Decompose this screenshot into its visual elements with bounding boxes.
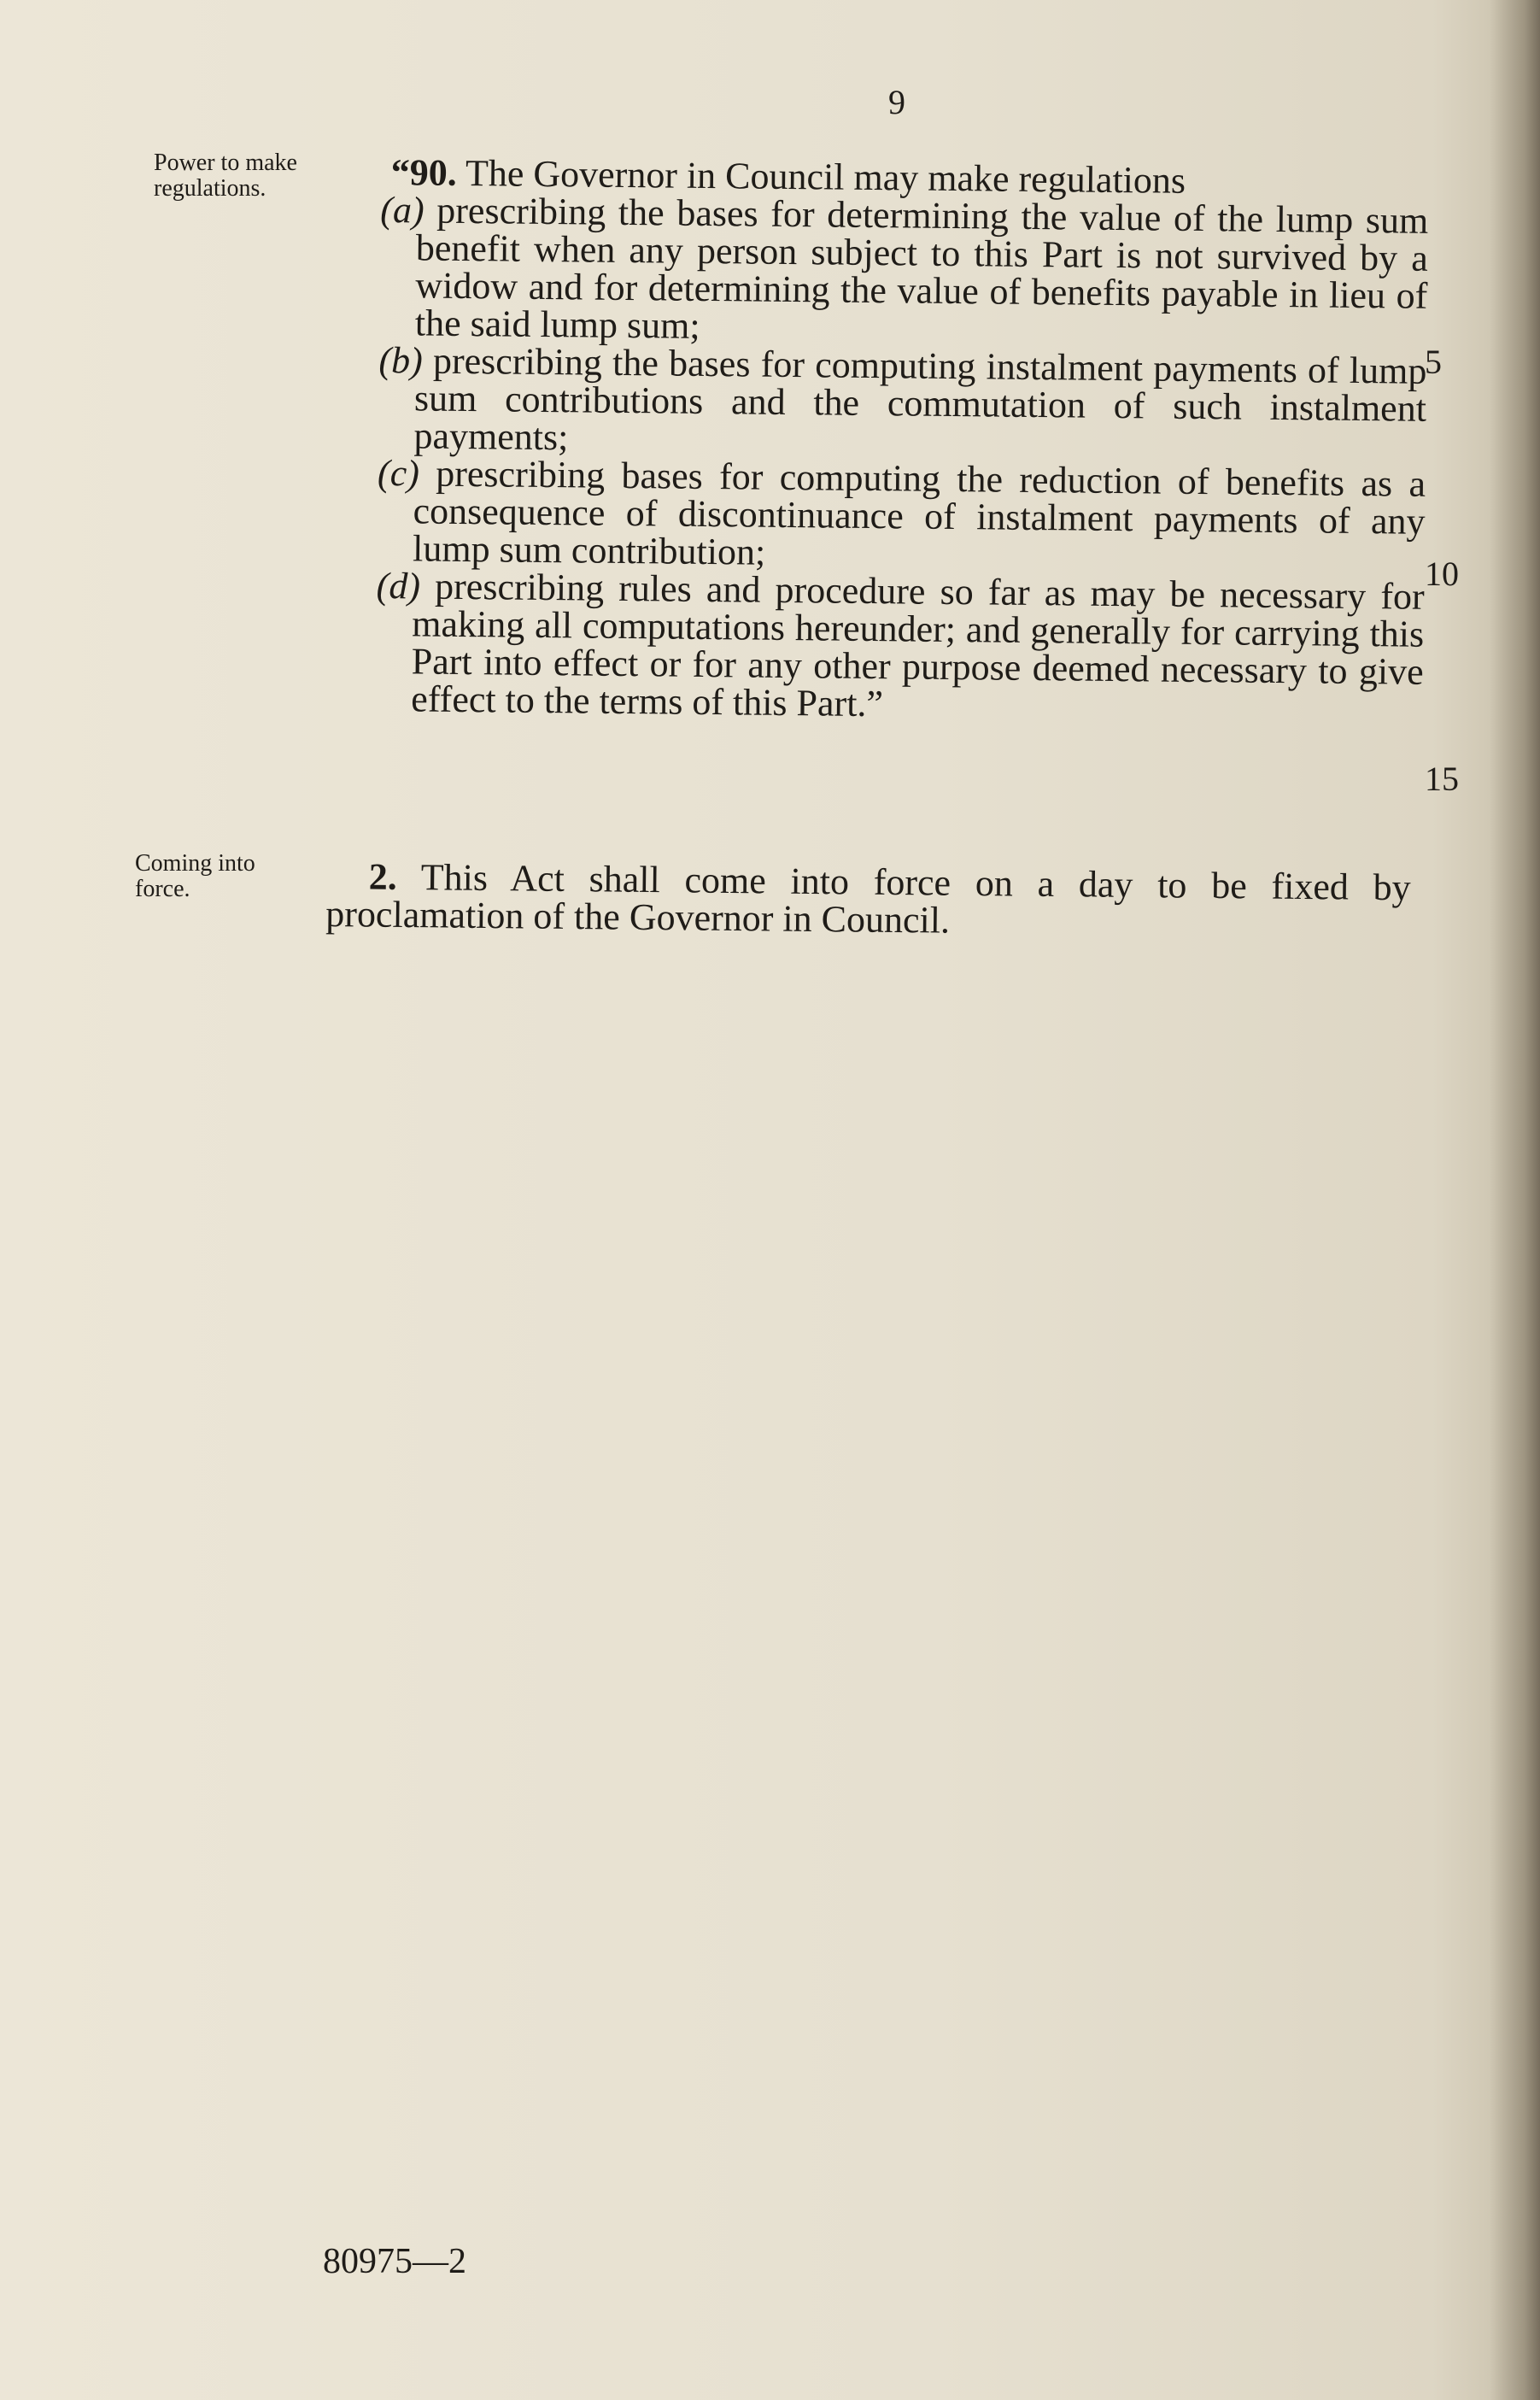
clause-label: (a) bbox=[380, 188, 425, 232]
section-90-intro-text: The Governor in Council may make regulations bbox=[465, 152, 1186, 202]
clause-c bbox=[377, 451, 1426, 578]
clause-label: (d) bbox=[376, 564, 421, 607]
clause-b bbox=[378, 338, 1427, 465]
section-90 bbox=[376, 151, 1429, 729]
line-number-15: 15 bbox=[1425, 760, 1459, 798]
clause-text: prescribing rules and procedure so far as may be necessary for making all computations hereunder; and generally for carrying this Part into effect or for any other purpose deemed necessary to give effect to the terms of this Part.” bbox=[411, 565, 1425, 725]
print-code: 80975—2 bbox=[323, 2242, 466, 2281]
margin-note-power: Power to make regulations. bbox=[154, 150, 297, 202]
clause-d bbox=[376, 564, 1425, 728]
section-2-body: This Act shall come into force on a day to be fixed by proclamation of the Governor in Council. bbox=[325, 856, 1411, 942]
section-2 bbox=[325, 855, 1411, 944]
clause-text: prescribing bases for computing the reduction of benefits as a consequence of discontinuance of instalment payments of any lump sum contribution; bbox=[412, 452, 1426, 573]
section-2-text bbox=[325, 855, 1411, 944]
section-2-number: 2. bbox=[368, 855, 398, 898]
binding-shadow bbox=[1489, 0, 1540, 2400]
clause-text: prescribing the bases for determining the value of the lump sum benefit when any person subject to this Part is not survived by a widow and for determining the value of benefits payable in lieu of the said lump sum; bbox=[414, 189, 1429, 347]
section-90-number: “90. bbox=[390, 151, 458, 194]
clause-text: prescribing the bases for computing instalment payments of lump sum contributions and the commutation of such instalment payments; bbox=[413, 339, 1427, 459]
line-number-5: 5 bbox=[1425, 343, 1442, 381]
clause-a bbox=[380, 188, 1429, 352]
margin-note-coming-into-force: Coming into force. bbox=[135, 850, 255, 902]
clause-label: (b) bbox=[378, 338, 424, 382]
page-number: 9 bbox=[888, 83, 905, 121]
line-number-10: 10 bbox=[1425, 555, 1459, 593]
clause-label: (c) bbox=[377, 451, 420, 495]
